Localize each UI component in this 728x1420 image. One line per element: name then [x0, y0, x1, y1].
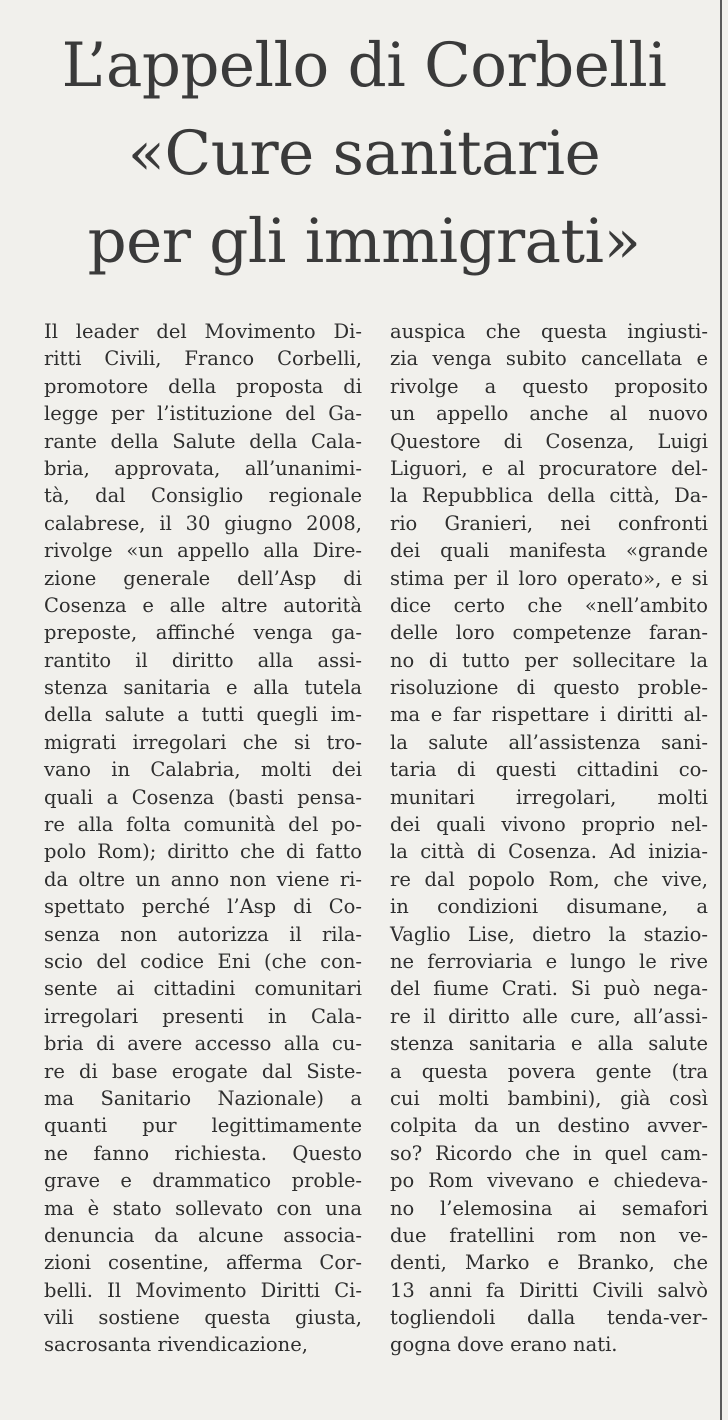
article-left-line: zioni cosentine, afferma Cor-: [44, 1251, 362, 1275]
article-left-line: irregolari presenti in Cala-: [44, 1004, 362, 1028]
article-right-line: gogna dove erano nati.: [390, 1333, 618, 1357]
article-left-line: vano in Calabria, molti dei: [44, 758, 362, 782]
article-right-line: delle loro competenze faran-: [390, 621, 708, 645]
article-left-line: Cosenza e alle altre autorità: [44, 593, 362, 617]
article-left-line: da oltre un anno non viene ri-: [44, 867, 362, 891]
article-right-line: dice certo che «nell’ambito: [390, 593, 708, 617]
article-right-line: la città di Cosenza. Ad inizia-: [390, 840, 708, 864]
article-right-line: so? Ricordo che in quel cam-: [390, 1141, 708, 1165]
article-left-line: preposte, affinché venga ga-: [44, 621, 362, 645]
article-right-line: a questa povera gente (tra: [390, 1059, 708, 1083]
article-column-right: [390, 318, 708, 1359]
article-right-line: del fiume Crati. Si può nega-: [390, 977, 708, 1001]
article-left-line: vili sostiene questa giusta,: [44, 1306, 362, 1330]
article-right-line: rivolge a questo proposito: [390, 374, 708, 398]
article-column-left: [44, 318, 362, 1359]
article-right-line: denti, Marko e Branko, che: [390, 1251, 708, 1275]
article-left-line: polo Rom); diritto che di fatto: [44, 840, 362, 864]
article-right-line: un appello anche al nuovo: [390, 402, 708, 426]
article-right-line: no l’elemosina ai semafori: [390, 1196, 708, 1220]
article-left-line: quanti pur legittimamente: [44, 1114, 362, 1138]
article-right-line: la Repubblica della città, Da-: [390, 484, 708, 508]
article-right-line: auspica che questa ingiusti-: [390, 320, 708, 343]
article-left-line: ma è stato sollevato con una: [44, 1196, 362, 1220]
article-right-line: 13 anni fa Diritti Civili salvò: [390, 1278, 708, 1302]
article-left-line: bria, approvata, all’unanimi-: [44, 456, 362, 480]
article-left-line: senza non autorizza il rila-: [44, 922, 362, 946]
article-right-line: ma e far rispettare i diritti al-: [390, 703, 708, 727]
article-right-line: risoluzione di questo proble-: [390, 676, 708, 700]
article-left-line: zione generale dell’Asp di: [44, 566, 362, 590]
article-left-line: stenza sanitaria e alla tutela: [44, 676, 362, 700]
article-left-line: ne fanno richiesta. Questo: [44, 1141, 362, 1165]
article-left-line: sente ai cittadini comunitari: [44, 977, 362, 1001]
article-right-line: colpita da un destino avver-: [390, 1114, 708, 1138]
article-right-line: ne ferroviaria e lungo le rive: [390, 949, 708, 973]
article-right-line: in condizioni disumane, a: [390, 895, 708, 919]
article-left-line: rantito il diritto alla assi-: [44, 648, 362, 672]
article-left-line: bria di avere accesso alla cu-: [44, 1032, 362, 1056]
article-left-line: tà, dal Consiglio regionale: [44, 484, 362, 508]
article-left-line: denuncia da alcune associa-: [44, 1223, 362, 1247]
article-left-line: scio del codice Eni (che con-: [44, 949, 362, 973]
article-left-line: promotore della proposta di: [44, 374, 362, 398]
article-right-line: cui molti bambini), già così: [390, 1086, 708, 1110]
article-right-line: la salute all’assistenza sani-: [390, 730, 708, 754]
article-right-line: no di tutto per sollecitare la: [390, 648, 708, 672]
article-right-line: re il diritto alle cure, all’assi-: [390, 1004, 708, 1028]
article-left-line: migrati irregolari che si tro-: [44, 730, 362, 754]
article-right-line: due fratellini rom non ve-: [390, 1223, 708, 1247]
article-left-line: re alla folta comunità del po-: [44, 813, 362, 837]
headline-line-3: per gli immigrati»: [87, 206, 641, 277]
article-right-line: Questore di Cosenza, Luigi: [390, 429, 708, 453]
article-left-line: Il leader del Movimento Di-: [44, 320, 362, 343]
article-right-line: taria di questi cittadini co-: [390, 758, 708, 782]
article-left-line: belli. Il Movimento Diritti Ci-: [44, 1278, 362, 1302]
headline-line-2: «Cure sanitarie: [127, 118, 601, 189]
article-right-line: dei quali vivono proprio nel-: [390, 813, 708, 837]
headline: [0, 22, 728, 286]
article-left-line: della salute a tutti quegli im-: [44, 703, 362, 727]
article-left-line: ritti Civili, Franco Corbelli,: [44, 347, 362, 371]
article-right-line: re dal popolo Rom, che vive,: [390, 867, 708, 891]
article-right-line: stima per il loro operato», e si: [390, 566, 708, 590]
article-right-line: rio Granieri, nei confronti: [390, 511, 708, 535]
article-left-line: calabrese, il 30 giugno 2008,: [44, 511, 362, 535]
article-right-line: Vaglio Lise, dietro la stazio-: [390, 922, 708, 946]
article-left-line: rivolge «un appello alla Dire-: [44, 539, 362, 563]
article-left-line: quali a Cosenza (basti pensa-: [44, 785, 362, 809]
article-left-line: rante della Salute della Cala-: [44, 429, 362, 453]
article-right-line: zia venga subito cancellata e: [390, 347, 708, 371]
article-left-line: ma Sanitario Nazionale) a: [44, 1086, 362, 1110]
article-left-line: sacrosanta rivendicazione,: [44, 1333, 308, 1357]
article-right-line: po Rom vivevano e chiedeva-: [390, 1169, 708, 1193]
article-right-line: stenza sanitaria e alla salute: [390, 1032, 708, 1056]
article-left-line: legge per l’istituzione del Ga-: [44, 402, 362, 426]
article-left-line: grave e drammatico proble-: [44, 1169, 362, 1193]
article-right-line: Liguori, e al procuratore del-: [390, 456, 708, 480]
headline-line-1: L’appello di Corbelli: [61, 30, 667, 101]
article-left-line: spettato perché l’Asp di Co-: [44, 895, 362, 919]
article-right-line: dei quali manifesta «grande: [390, 539, 708, 563]
article-right-line: munitari irregolari, molti: [390, 785, 708, 809]
article-left-line: re di base erogate dal Siste-: [44, 1059, 362, 1083]
article-right-line: togliendoli dalla tenda-ver-: [390, 1306, 708, 1330]
